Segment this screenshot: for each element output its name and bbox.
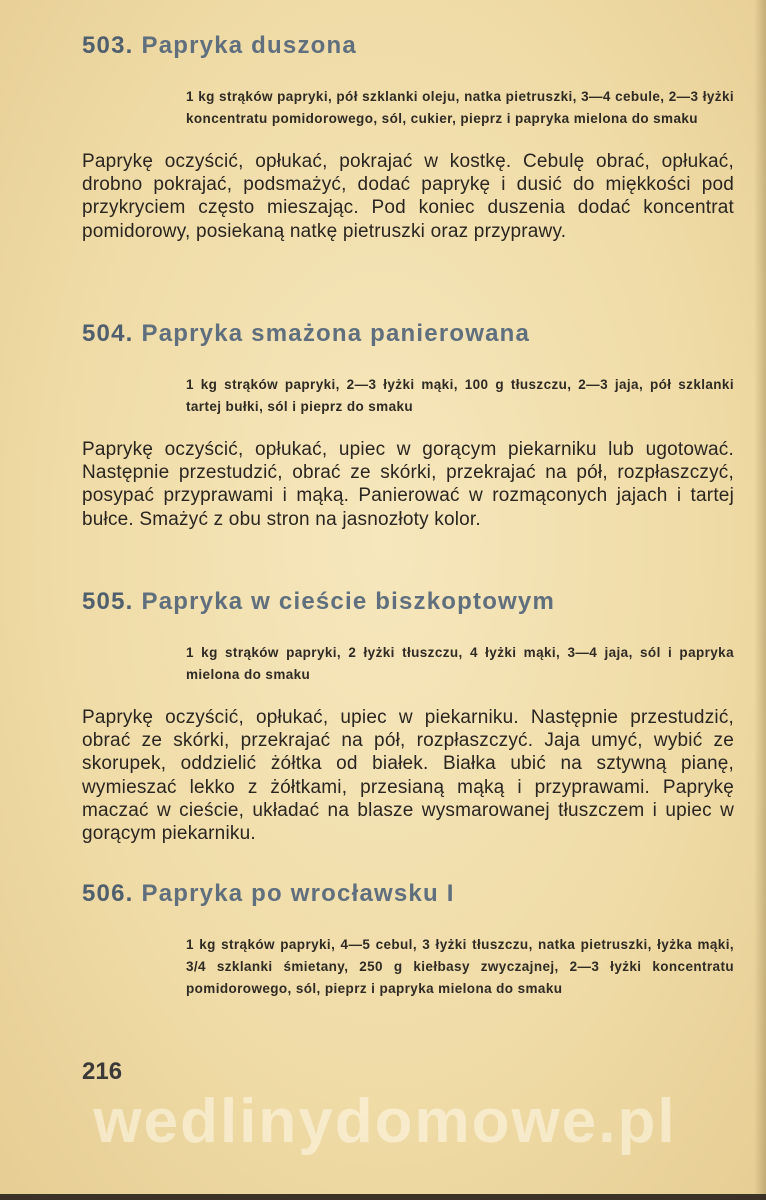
- recipe-505: [82, 588, 734, 864]
- watermark: wedlinydomowe.pl: [93, 1087, 677, 1156]
- recipe-title: [82, 320, 734, 348]
- page-edge-shadow: [754, 0, 766, 1200]
- recipe-method: Paprykę oczyścić, opłukać, pokrajać w kostkę. Cebulę obrać, opłukać, drobno pokrajać, podsmażyć, dodać paprykę i dusić do miękkości pod przykryciem często mieszając. Pod koniec duszenia dodać koncentrat pomidorowy, posiekaną natkę pietruszki oraz przyprawy.: [82, 151, 734, 242]
- recipe-method: Paprykę oczyścić, opłukać, upiec w gorącym piekarniku lub ugotować. Następnie przestudzić, obrać ze skórki, przekrajać na pół, rozpłaszczyć, posypać przyprawami i mąką. Panierować w rozmąconych jajach i tartej bułce. Smażyć z obu stron na jasnozłoty kolor.: [82, 439, 734, 530]
- recipe-title: [82, 32, 734, 60]
- recipe-name: Papryka po wrocławsku I: [141, 880, 455, 907]
- recipe-ingredients: 1 kg strąków papryki, pół szklanki oleju, natka pietruszki, 3—4 cebule, 2—3 łyżki koncentratu pomidorowego, sól, cukier, pieprz i papryka mielona do smaku: [186, 89, 734, 126]
- recipe-number: 504.: [82, 320, 134, 347]
- recipe-number: 506.: [82, 880, 134, 907]
- recipe-title: [82, 588, 734, 616]
- recipe-name: Papryka w cieście biszkoptowym: [141, 588, 556, 615]
- recipe-503: [82, 32, 734, 262]
- recipe-ingredients: 1 kg strąków papryki, 2 łyżki tłuszczu, 4 łyżki mąki, 3—4 jaja, sól i papryka mielona do smaku: [186, 645, 734, 682]
- recipe-ingredients: 1 kg strąków papryki, 2—3 łyżki mąki, 100 g tłuszczu, 2—3 jaja, pół szklanki tartej bułki, sól i pieprz do smaku: [186, 377, 734, 414]
- page-bottom-edge: [0, 1194, 766, 1200]
- recipe-504: [82, 320, 734, 550]
- recipe-506: [82, 880, 734, 1000]
- recipe-number: 505.: [82, 588, 134, 615]
- recipe-name: Papryka duszona: [141, 32, 357, 59]
- page-number: 216: [82, 1058, 123, 1085]
- recipe-title: [82, 880, 734, 908]
- recipe-method: Paprykę oczyścić, opłukać, upiec w piekarniku. Następnie przestudzić, obrać ze skórki, przekrajać na pół, rozpłaszczyć. Jaja umyć, wybić ze skorupek, oddzielić żółtka od białek. Białka ubić na sztywną pianę, wymieszać lekko z żółtkami, przesianą mąką i przyprawami. Paprykę maczać w cieście, układać na blasze wysmarowanej tłuszczem i upiec w gorącym piekarniku.: [82, 707, 734, 845]
- recipe-number: 503.: [82, 32, 134, 59]
- recipe-ingredients: 1 kg strąków papryki, 4—5 cebul, 3 łyżki tłuszczu, natka pietruszki, łyżka mąki, 3/4 szklanki śmietany, 250 g kiełbasy zwyczajnej, 2—3 łyżki koncentratu pomidorowego, sól, pieprz i papryka mielona do smaku: [186, 937, 734, 996]
- recipe-name: Papryka smażona panierowana: [141, 320, 531, 347]
